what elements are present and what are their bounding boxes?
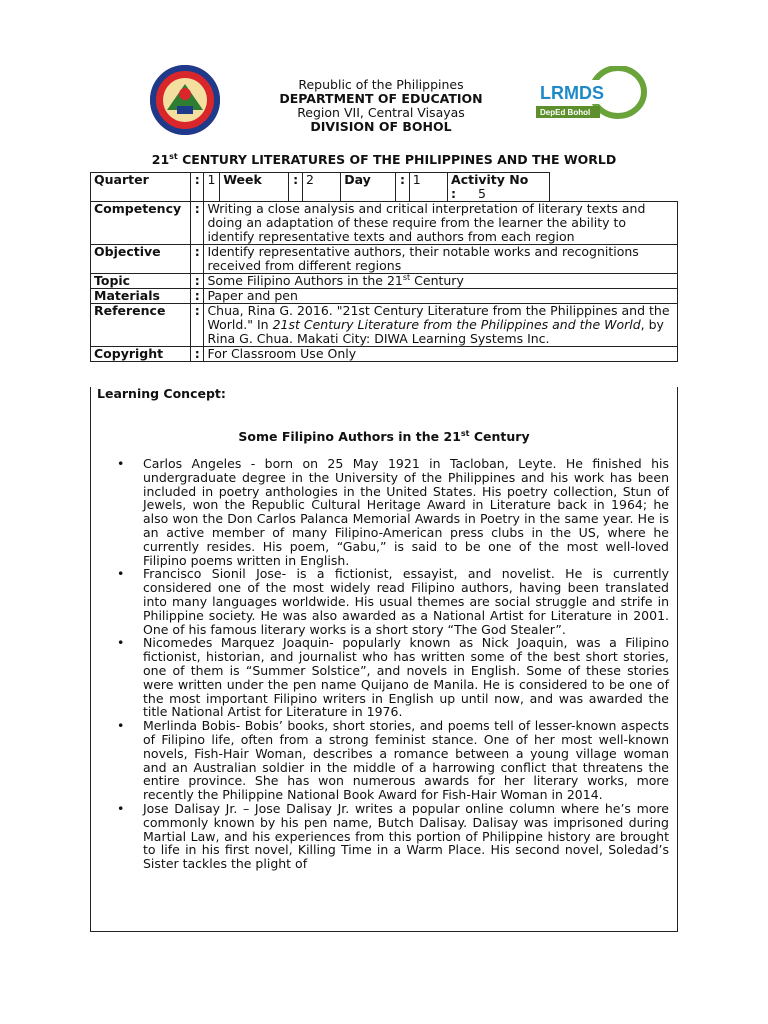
reference-book-title: 21st Century Literature from the Philippines and the World bbox=[272, 317, 641, 332]
topic-row bbox=[91, 274, 678, 289]
competency-row bbox=[91, 202, 678, 245]
author-item: • Merlinda Bobis- Bobis’ books, short stories, and poems tell of lesser-known aspects of Filipino life, often from a strong feminist stance. One of her most well-known novels, Fish-Hair Woman, describes a romance between a young village woman and an Australian soldier in the middle of a harrowing conflict that threatens the entire province. She has won numerous awards for her literary works, more recently the Philippine National Book Award for Fish-Hair Woman in 2014. bbox=[143, 719, 677, 802]
title-sup: st bbox=[169, 152, 178, 161]
subtitle-text-end: Century bbox=[469, 429, 530, 444]
department-line: DEPARTMENT OF EDUCATION bbox=[279, 91, 483, 106]
materials-label: Materials bbox=[91, 289, 191, 304]
colon: : bbox=[190, 202, 204, 245]
learning-concept-box bbox=[90, 387, 678, 932]
document-title bbox=[150, 152, 618, 172]
competency-value: Writing a close analysis and critical interpretation of literary texts and doing an adaptation of these require from the learner the ability to identify representative texts and authors from each region bbox=[204, 202, 678, 245]
reference-text: Chua, Rina G. 2016. "21st Century Literature from the Philippines and the World." In bbox=[207, 303, 670, 332]
learning-concept-label: Learning Concept: bbox=[97, 387, 226, 401]
subtitle-text: Some Filipino Authors in the 21 bbox=[238, 429, 461, 444]
topic-text: Some Filipino Authors in the 21 bbox=[207, 273, 403, 288]
activity-colon-value bbox=[451, 187, 546, 201]
colon: : bbox=[396, 173, 410, 202]
copyright-label: Copyright bbox=[91, 347, 191, 362]
colon: : bbox=[451, 186, 457, 201]
activity-label bbox=[448, 173, 550, 202]
colon: : bbox=[190, 173, 204, 202]
reference-value bbox=[204, 304, 678, 347]
lesson-info-table bbox=[90, 172, 678, 362]
colon: : bbox=[190, 289, 204, 304]
day-value: 1 bbox=[409, 173, 447, 202]
subtitle-sup: st bbox=[460, 428, 470, 438]
copyright-value: For Classroom Use Only bbox=[204, 347, 678, 362]
objective-label: Objective bbox=[91, 245, 191, 274]
author-item: • Carlos Angeles - born on 25 May 1921 in Tacloban, Leyte. He finished his undergraduate degree in the University of the Philippines and his work has been included in poetry anthologies in the United States. His poetry collection, Stun of Jewels, won the Republic Cultural Heritage Award in Literature back in 1964; he also won the Don Carlos Palanca Memorial Awards in Poetry in the same year. He is an active member of many Filipino-American press clubs in the US, where he currently resides. His poem, “Gabu,” is said to be one of the most well-loved Filipino poems written in English. bbox=[143, 457, 677, 567]
topic-text-end: Century bbox=[410, 273, 464, 288]
concept-subtitle bbox=[91, 429, 677, 445]
copyright-row bbox=[91, 347, 678, 362]
title-number: 21 bbox=[151, 152, 170, 167]
topic-label: Topic bbox=[91, 274, 191, 289]
materials-value: Paper and pen bbox=[204, 289, 678, 304]
week-value: 2 bbox=[302, 173, 340, 202]
objective-value: Identify representative authors, their notable works and recognitions received from different regions bbox=[204, 245, 678, 274]
deped-seal-logo bbox=[137, 64, 233, 136]
activity-label-text: Activity No bbox=[451, 172, 529, 187]
week-label: Week bbox=[220, 173, 289, 202]
quarter-label: Quarter bbox=[91, 173, 191, 202]
reference-publisher: , by Rina G. Chua. Makati City: DIWA Learning Systems Inc. bbox=[207, 317, 664, 346]
colon: : bbox=[289, 173, 303, 202]
lrmds-logo-sub: DepEd Bohol bbox=[540, 108, 591, 117]
reference-row bbox=[91, 304, 678, 347]
letterhead bbox=[236, 78, 526, 134]
author-item: • Francisco Sionil Jose- is a fictionist, essayist, and novelist. He is currently considered one of the most widely read Filipino authors, having been translated into many languages worldwide. His usual themes are social struggle and strife in Philippine society. He was also awarded as a National Artist for Literature in 2001. One of his famous literary works is a short story “The God Stealer”. bbox=[143, 567, 677, 636]
author-list bbox=[91, 457, 677, 871]
competency-label: Competency bbox=[91, 202, 191, 245]
materials-row bbox=[91, 289, 678, 304]
republic-line: Republic of the Philippines bbox=[298, 77, 464, 92]
lrmds-logo-text: LRMDS bbox=[540, 83, 604, 103]
objective-row bbox=[91, 245, 678, 274]
reference-label: Reference bbox=[91, 304, 191, 347]
day-label: Day bbox=[341, 173, 396, 202]
colon: : bbox=[190, 347, 204, 362]
colon: : bbox=[190, 274, 204, 289]
colon: : bbox=[190, 245, 204, 274]
colon: : bbox=[190, 304, 204, 347]
topic-sup: st bbox=[402, 272, 411, 282]
schedule-row bbox=[91, 173, 678, 202]
author-item: • Jose Dalisay Jr. – Jose Dalisay Jr. writes a popular online column where he’s more commonly known by his pen name, Butch Dalisay. Dalisay was imprisoned during Martial Law, and his experiences from this portion of Philippine history are brought to life in his first novel, Killing Time in a Warm Place. His second novel, Soledad’s Sister tackles the plight of bbox=[143, 802, 677, 871]
region-line: Region VII, Central Visayas bbox=[297, 105, 465, 120]
activity-value: 5 bbox=[478, 186, 486, 201]
quarter-value: 1 bbox=[204, 173, 220, 202]
division-line: DIVISION OF BOHOL bbox=[310, 119, 452, 134]
author-item: • Nicomedes Marquez Joaquin- popularly known as Nick Joaquin, was a Filipino fictionist, historian, and journalist who has written some of the best short stories, one of them is “Summer Solstice”, and novels in English. Some of these stories were written under the pen name Quijano de Manila. He is considered to be one of the most important Filipino writers in English up until now, and was awarded the title National Artist for Literature in 1976. bbox=[143, 636, 677, 719]
topic-value bbox=[204, 274, 678, 289]
title-text: CENTURY LITERATURES OF THE PHILIPPINES AND THE WORLD bbox=[177, 152, 617, 167]
lrmds-logo bbox=[528, 66, 648, 138]
